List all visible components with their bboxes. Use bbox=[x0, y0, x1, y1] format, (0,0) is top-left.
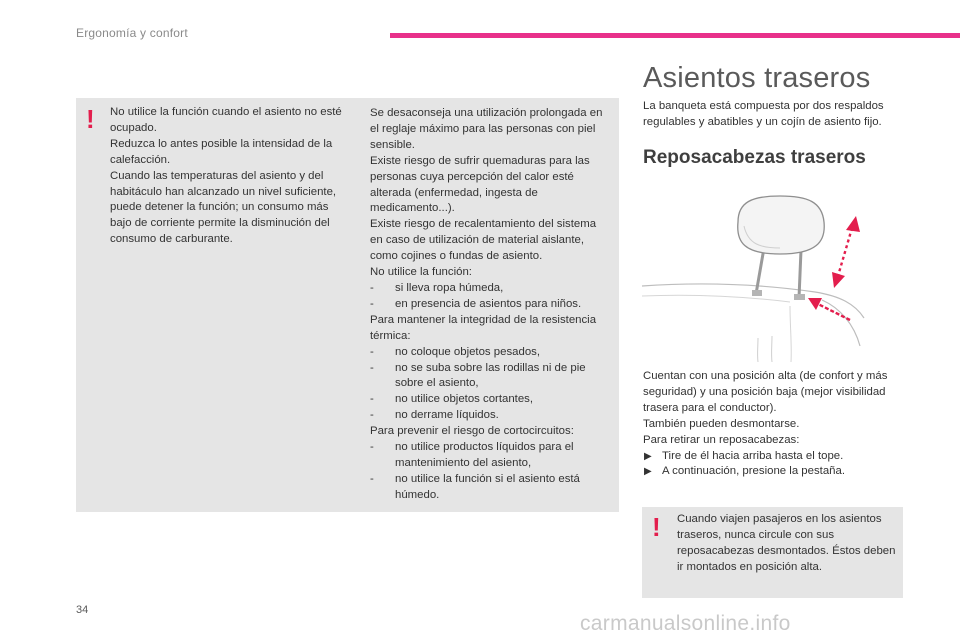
list-item: - no utilice objetos cortantes, bbox=[370, 392, 610, 408]
body-paragraph: Para retirar un reposacabezas: bbox=[643, 433, 800, 446]
up-down-arrow bbox=[838, 228, 852, 276]
list-item: - en presencia de asientos para niños. bbox=[370, 297, 610, 313]
warning-icon: ! bbox=[652, 512, 661, 542]
section-subtitle: Reposacabezas traseros bbox=[643, 147, 866, 168]
dash-marker: - bbox=[370, 409, 374, 422]
page-number: 34 bbox=[76, 604, 89, 616]
dash-marker: - bbox=[370, 361, 374, 374]
list-item: - no derrame líquidos. bbox=[370, 408, 610, 424]
watermark: carmanualsonline.info bbox=[580, 612, 791, 635]
warning-paragraph: Cuando las temperaturas del asiento y del habitáculo han alcanzado un nivel suficiente, puede detener la función; un consumo más bajo de corriente permite la disminución del consumo de carburante. bbox=[110, 169, 337, 246]
list-item: - no utilice productos líquidos para el mantenimiento del asiento, bbox=[370, 441, 574, 469]
section-title: Asientos traseros bbox=[643, 62, 871, 94]
step-item: ▶ Tire de él hacia arriba hasta el tope. bbox=[643, 449, 905, 465]
step-item: ▶ A continuación, presione la pestaña. bbox=[643, 464, 905, 480]
warning-column-2 bbox=[370, 106, 610, 504]
list-item: - no utilice la función si el asiento está húmedo. bbox=[370, 472, 580, 501]
body-paragraph: También pueden desmontarse. bbox=[643, 417, 800, 430]
warning-icon: ! bbox=[86, 104, 95, 134]
chapter-accent-bar bbox=[390, 33, 960, 38]
seat-seam-line bbox=[790, 306, 791, 362]
warning-paragraph: No utilice la función cuando el asiento no esté ocupado. bbox=[110, 106, 342, 134]
warning-paragraph: Para mantener la integridad de la resistencia térmica: bbox=[370, 313, 597, 342]
dash-marker: - bbox=[370, 472, 374, 485]
arrow-up-head bbox=[846, 216, 860, 232]
seat-back-contour bbox=[642, 295, 790, 302]
arrow-down-head bbox=[832, 272, 845, 288]
list-item: - si lleva ropa húmeda, bbox=[370, 281, 610, 297]
dash-marker: - bbox=[370, 297, 374, 310]
dash-marker: - bbox=[370, 281, 374, 294]
press-arrow-head bbox=[808, 298, 822, 310]
warning-headrest-text: Cuando viajen pasajeros en los asientos traseros, nunca circule con sus reposacabezas desmontados. Éstos deben ir montados en posición alta. bbox=[677, 513, 896, 573]
warning-paragraph: Reduzca lo antes posible la intensidad de la calefacción. bbox=[110, 137, 333, 166]
seat-back-outline bbox=[642, 284, 864, 318]
chapter-title: Ergonomía y confort bbox=[76, 26, 188, 40]
warning-paragraph: Existe riesgo de sufrir quemaduras para las personas cuya percepción del calor esté alterada (enfermedad, ingesta de medicamento...). bbox=[370, 154, 590, 215]
headrest-illustration bbox=[640, 186, 905, 364]
warning-column-1 bbox=[110, 105, 346, 248]
warning-paragraph: No utilice la función: bbox=[370, 266, 472, 279]
headrest-post-left bbox=[756, 248, 764, 294]
dash-marker: - bbox=[370, 393, 374, 406]
post-guide bbox=[794, 294, 805, 300]
list-item: - no se suba sobre las rodillas ni de pie sobre el asiento, bbox=[370, 361, 586, 390]
dash-marker: - bbox=[370, 345, 374, 358]
headrest-instructions bbox=[643, 369, 905, 480]
headrest-cushion bbox=[738, 196, 825, 254]
warning-paragraph: Se desaconseja una utilización prolongada en el reglaje máximo para las personas con piel sensible. bbox=[370, 107, 603, 151]
step-arrow-icon: ▶ bbox=[644, 450, 652, 462]
headrest-post-right bbox=[799, 250, 801, 298]
section-intro: La banqueta está compuesta por dos respaldos regulables y abatibles y un cojín de asiento fijo. bbox=[643, 100, 884, 128]
body-paragraph: Cuentan con una posición alta (de confort y más seguridad) y una posición baja (mejor visibilidad trasera para el conductor). bbox=[643, 370, 888, 414]
step-arrow-icon: ▶ bbox=[644, 466, 652, 478]
warning-paragraph: Existe riesgo de recalentamiento del sistema en caso de utilización de material aislante, como cojines o fundas de asiento. bbox=[370, 218, 597, 263]
post-guide bbox=[752, 290, 762, 296]
dash-marker: - bbox=[370, 441, 374, 454]
warning-paragraph: Para prevenir el riesgo de cortocircuitos: bbox=[370, 425, 574, 438]
list-item: - no coloque objetos pesados, bbox=[370, 345, 610, 361]
